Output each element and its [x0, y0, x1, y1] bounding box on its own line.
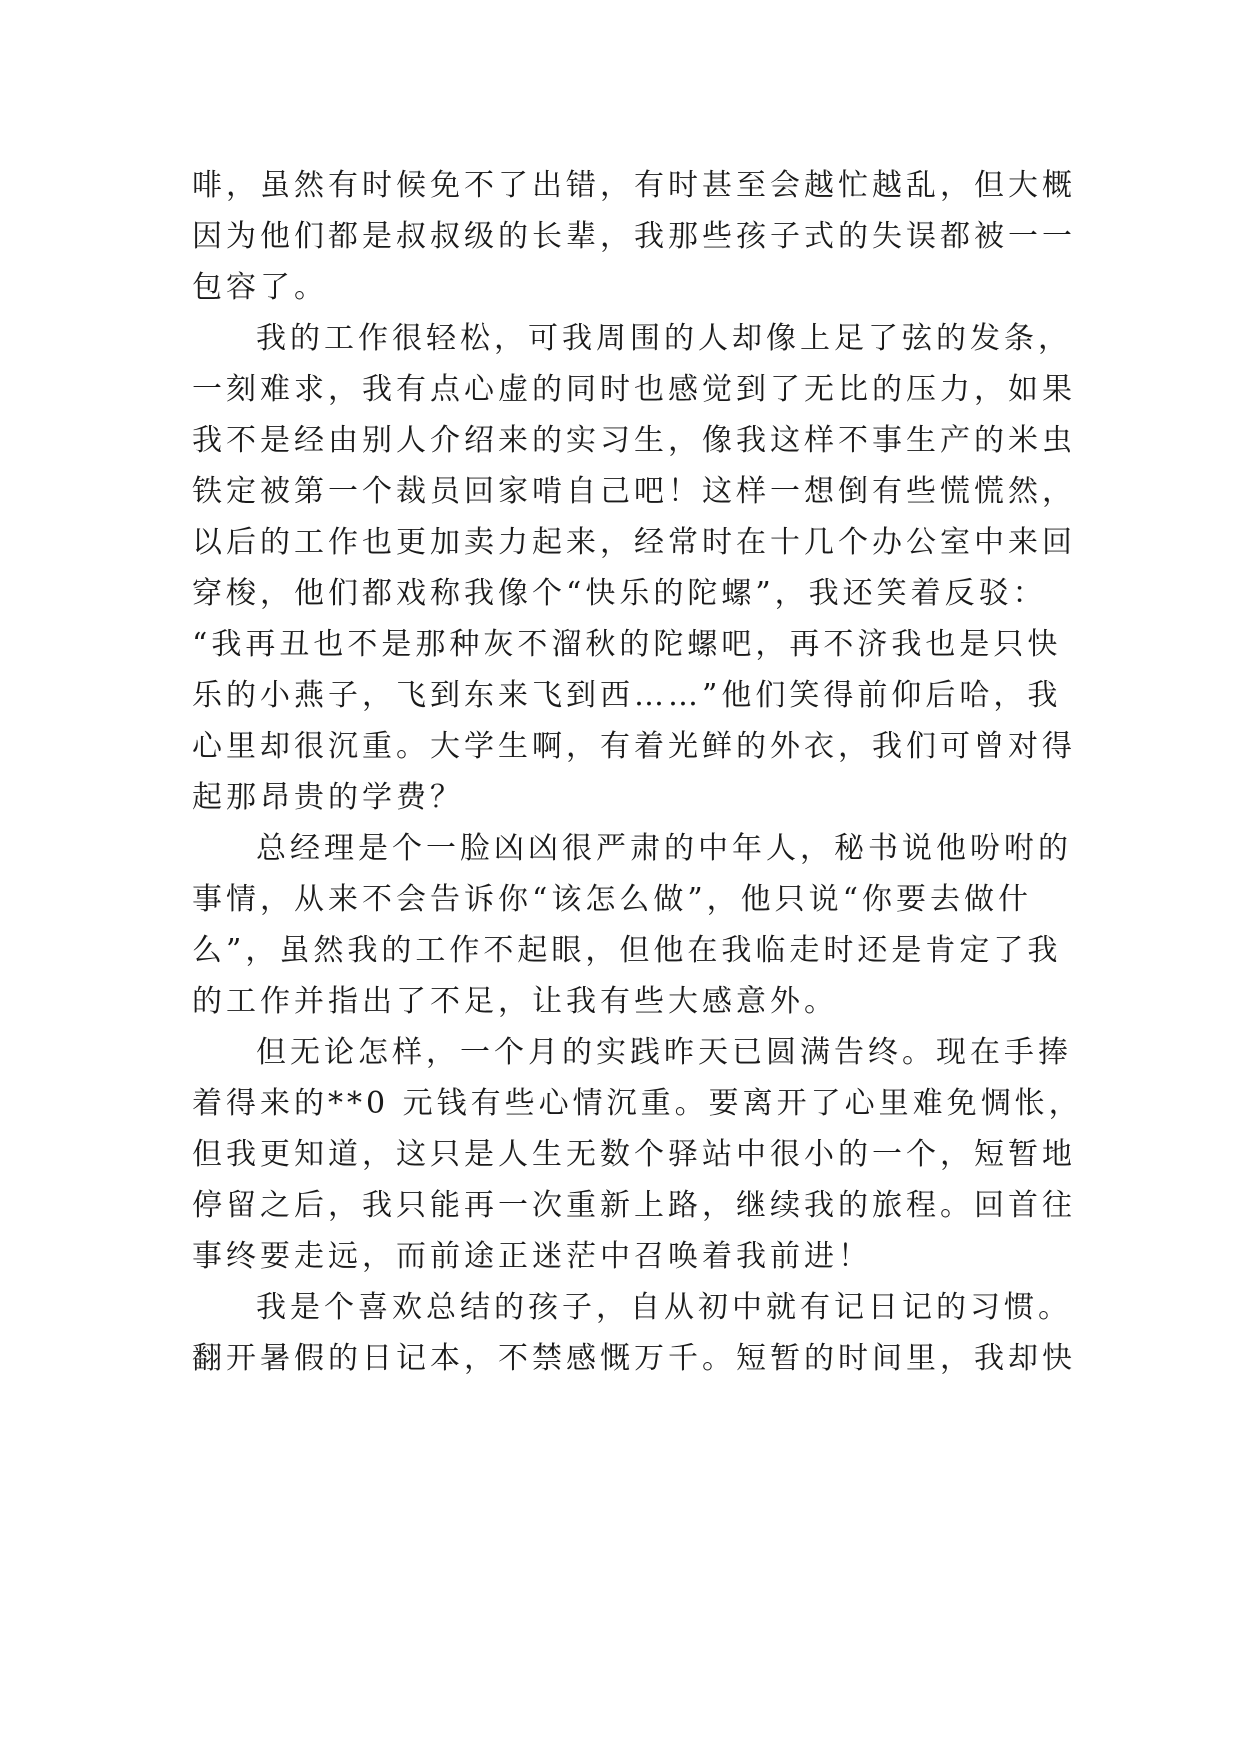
- text-line: 因为他们都是叔叔级的长辈，我那些孩子式的失误都被一一: [192, 219, 1076, 254]
- text-line: 翻开暑假的日记本，不禁感慨万千。短暂的时间里，我却快: [192, 1341, 1076, 1376]
- text-line: 啡，虽然有时候免不了出错，有时甚至会越忙越乱，但大概: [192, 168, 1076, 203]
- text-line: 停留之后，我只能再一次重新上路，继续我的旅程。回首往: [192, 1188, 1076, 1223]
- text-line: 铁定被第一个裁员回家啃自己吧！这样一想倒有些慌慌然，: [192, 474, 1076, 509]
- body-text: [192, 160, 1083, 1384]
- text-line: 我不是经由别人介绍来的实习生，像我这样不事生产的米虫: [192, 423, 1076, 458]
- text-line: 但我更知道，这只是人生无数个驿站中很小的一个，短暂地: [192, 1137, 1076, 1172]
- paragraph-first-line: 总经理是个一脸凶凶很严肃的中年人，秘书说他吩咐的: [256, 831, 1072, 866]
- text-line: 的工作并指出了不足，让我有些大感意外。: [192, 984, 838, 1019]
- text-line: 乐的小燕子，飞到东来飞到西……”他们笑得前仰后哈，我: [192, 678, 1062, 713]
- text-line: 着得来的**0 元钱有些心情沉重。要离开了心里难免惆怅，: [192, 1086, 1083, 1121]
- text-line: 以后的工作也更加卖力起来，经常时在十几个办公室中来回: [192, 525, 1076, 560]
- text-line: 么”，虽然我的工作不起眼，但他在我临走时还是肯定了我: [192, 933, 1062, 968]
- text-line: 一刻难求，我有点心虚的同时也感觉到了无比的压力，如果: [192, 372, 1076, 407]
- text-line: 穿梭，他们都戏称我像个“快乐的陀螺”，我还笑着反驳：: [192, 576, 1047, 611]
- paragraph-first-line: 我是个喜欢总结的孩子，自从初中就有记日记的习惯。: [256, 1290, 1072, 1325]
- text-line: 包容了。: [192, 270, 328, 305]
- text-line: 事终要走远，而前途正迷茫中召唤着我前进！: [192, 1239, 872, 1274]
- text-line: 起那昂贵的学费？: [192, 780, 464, 815]
- text-line: 心里却很沉重。大学生啊，有着光鲜的外衣，我们可曾对得: [192, 729, 1076, 764]
- paragraph-first-line: 我的工作很轻松，可我周围的人却像上足了弦的发条，: [256, 321, 1072, 356]
- text-line: 事情，从来不会告诉你“该怎么做”，他只说“你要去做什: [192, 882, 1033, 917]
- paragraph-first-line: 但无论怎样，一个月的实践昨天已圆满告终。现在手捧: [256, 1035, 1072, 1070]
- text-line: “我再丑也不是那种灰不溜秋的陀螺吧，再不济我也是只快: [192, 627, 1062, 662]
